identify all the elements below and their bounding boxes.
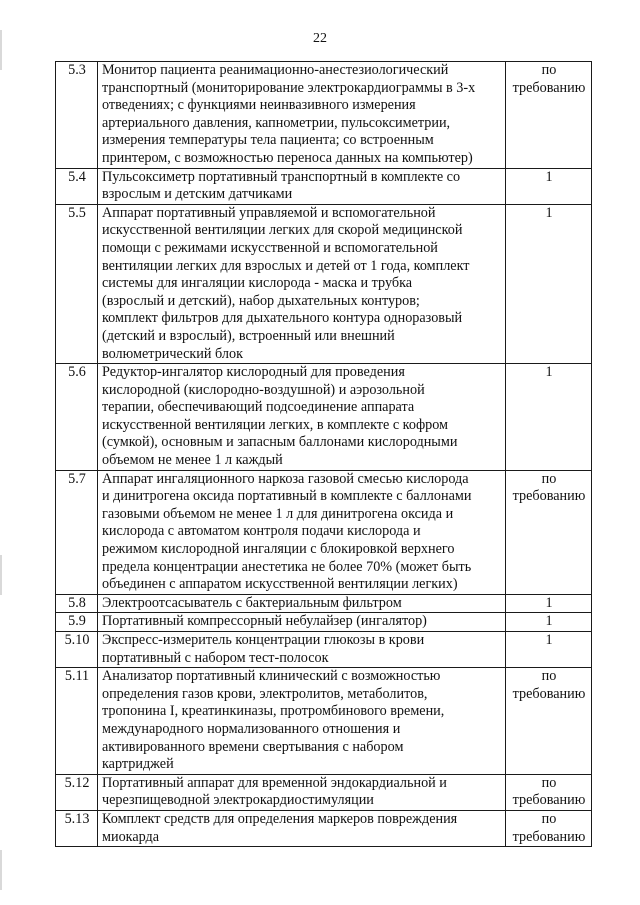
- item-number: 5.8: [56, 594, 98, 613]
- item-description: [98, 613, 506, 632]
- table-row: [56, 594, 592, 613]
- item-description-line: системы для ингаляции кислорода - маска и трубка: [102, 275, 413, 292]
- item-description-line: транспортный (мониторирование электрокардиограммы в 3-х: [102, 79, 476, 96]
- item-description: [98, 594, 506, 613]
- item-description: [98, 470, 506, 594]
- item-description-line: черезпищеводной электрокардиостимуляции: [102, 792, 374, 809]
- item-description-line: предела концентрации анестетика не более 70% (может быть: [102, 558, 472, 575]
- item-description-line: Монитор пациента реанимационно-анестезиологический: [102, 62, 449, 78]
- item-description-line: терапии, обеспечивающий подсоединение аппарата: [102, 399, 415, 416]
- item-quantity: 1: [506, 204, 592, 363]
- item-description-line: артериального давления, капнометрии, пульсоксиметрии,: [102, 114, 451, 131]
- item-number: 5.9: [56, 613, 98, 632]
- item-quantity: 1: [506, 594, 592, 613]
- item-description-line: объединен с аппаратом искусственной вентиляции легких): [102, 576, 458, 593]
- item-description-line: кислородной (кислородно-воздушной) и аэрозольной: [102, 381, 425, 398]
- item-description-line: измерения температуры тела пациента; со встроенным: [102, 132, 434, 149]
- item-number: 5.5: [56, 204, 98, 363]
- item-description-line: миокарда: [102, 828, 160, 845]
- item-description-line: определения газов крови, электролитов, метаболитов,: [102, 685, 428, 702]
- item-quantity: 1: [506, 632, 592, 668]
- item-description-line: тропонина I, креатинкиназы, протромбинового времени,: [102, 703, 445, 720]
- item-description: [98, 62, 506, 169]
- item-description-line: картриджей: [102, 756, 174, 773]
- item-description-line: комплект фильтров для дыхательного контура одноразовый: [102, 310, 463, 327]
- table-row: [56, 774, 592, 810]
- item-description-line: и динитрогена оксида портативный в комплекте с баллонами: [102, 488, 472, 505]
- item-number: 5.7: [56, 470, 98, 594]
- item-description-line: портативный с набором тест-полосок: [102, 649, 329, 666]
- item-description-line: объемом не менее 1 л каждый: [102, 452, 283, 469]
- item-description-line: активированного времени свертывания с набором: [102, 738, 404, 755]
- item-quantity: 1: [506, 364, 592, 471]
- item-number: 5.3: [56, 62, 98, 169]
- item-number: 5.12: [56, 774, 98, 810]
- equipment-table: [55, 61, 592, 847]
- item-quantity: по требованию: [506, 668, 592, 775]
- item-description-line: Пульсоксиметр портативный транспортный в комплекте со: [102, 168, 461, 185]
- scan-edge-mark: [0, 30, 2, 70]
- item-description-line: Аппарат портативный управляемой и вспомогательной: [102, 204, 436, 221]
- item-number: 5.11: [56, 668, 98, 775]
- table-row: [56, 668, 592, 775]
- item-description: [98, 168, 506, 204]
- item-quantity: по требованию: [506, 774, 592, 810]
- item-quantity: по требованию: [506, 62, 592, 169]
- item-number: 5.10: [56, 632, 98, 668]
- item-quantity: по требованию: [506, 470, 592, 594]
- item-description: [98, 668, 506, 775]
- item-description-line: Комплект средств для определения маркеров повреждения: [102, 810, 458, 827]
- item-description-line: искусственной вентиляции легких, в комплекте с кофром: [102, 416, 449, 433]
- item-description: [98, 632, 506, 668]
- item-description: [98, 810, 506, 846]
- item-quantity: 1: [506, 613, 592, 632]
- item-description-line: газовыми объемом не менее 1 л для динитрогена оксида и: [102, 505, 454, 522]
- scan-edge-mark: [0, 850, 2, 890]
- item-description-line: Редуктор-ингалятор кислородный для проведения: [102, 364, 405, 381]
- item-quantity: по требованию: [506, 810, 592, 846]
- scan-edge-mark: [0, 555, 2, 595]
- table-row: [56, 204, 592, 363]
- table-row: [56, 613, 592, 632]
- item-description: [98, 364, 506, 471]
- item-description-line: Аппарат ингаляционного наркоза газовой смесью кислорода: [102, 470, 469, 487]
- item-description-line: Экспресс-измеритель концентрации глюкозы в крови: [102, 632, 425, 648]
- item-description-line: принтером, с возможностью переноса данных на компьютер): [102, 149, 473, 166]
- item-description-line: Портативный аппарат для временной эндокардиальной и: [102, 774, 447, 791]
- item-description-line: (детский и взрослый), встроенный или внешний: [102, 327, 395, 344]
- page-number: 22: [313, 31, 327, 46]
- table-row: [56, 364, 592, 471]
- equipment-table-body: [56, 62, 592, 847]
- item-description-line: Анализатор портативный клинический с возможностью: [102, 668, 441, 685]
- item-description-line: международного нормализованного отношения и: [102, 720, 401, 737]
- item-description-line: волюметрический блок: [102, 345, 243, 362]
- item-description-line: Портативный компрессорный небулайзер (ингалятор): [102, 613, 427, 630]
- item-description: [98, 774, 506, 810]
- table-row: [56, 470, 592, 594]
- item-description-line: режимом кислородной ингаляции с блокировкой верхнего: [102, 541, 455, 558]
- item-description: [98, 204, 506, 363]
- table-row: [56, 810, 592, 846]
- item-description-line: кислорода с автоматом контроля подачи кислорода и: [102, 523, 421, 540]
- table-row: [56, 168, 592, 204]
- item-description-line: (взрослый и детский), набор дыхательных контуров;: [102, 292, 420, 309]
- item-quantity: 1: [506, 168, 592, 204]
- item-number: 5.4: [56, 168, 98, 204]
- table-row: [56, 632, 592, 668]
- item-description-line: Электроотсасыватель с бактериальным фильтром: [102, 594, 402, 611]
- item-description-line: отведениях; с функциями неинвазивного измерения: [102, 97, 416, 114]
- item-number: 5.13: [56, 810, 98, 846]
- item-description-line: взрослым и детским датчиками: [102, 186, 293, 203]
- item-description-line: помощи с режимами искусственной и вспомогательной: [102, 239, 438, 256]
- item-description-line: (сумкой), основным и запасным баллонами кислородными: [102, 434, 458, 451]
- item-description-line: искусственной вентиляции легких для скорой медицинской: [102, 222, 463, 239]
- item-number: 5.6: [56, 364, 98, 471]
- table-row: [56, 62, 592, 169]
- item-description-line: вентиляции легких для взрослых и детей от 1 года, комплект: [102, 257, 470, 274]
